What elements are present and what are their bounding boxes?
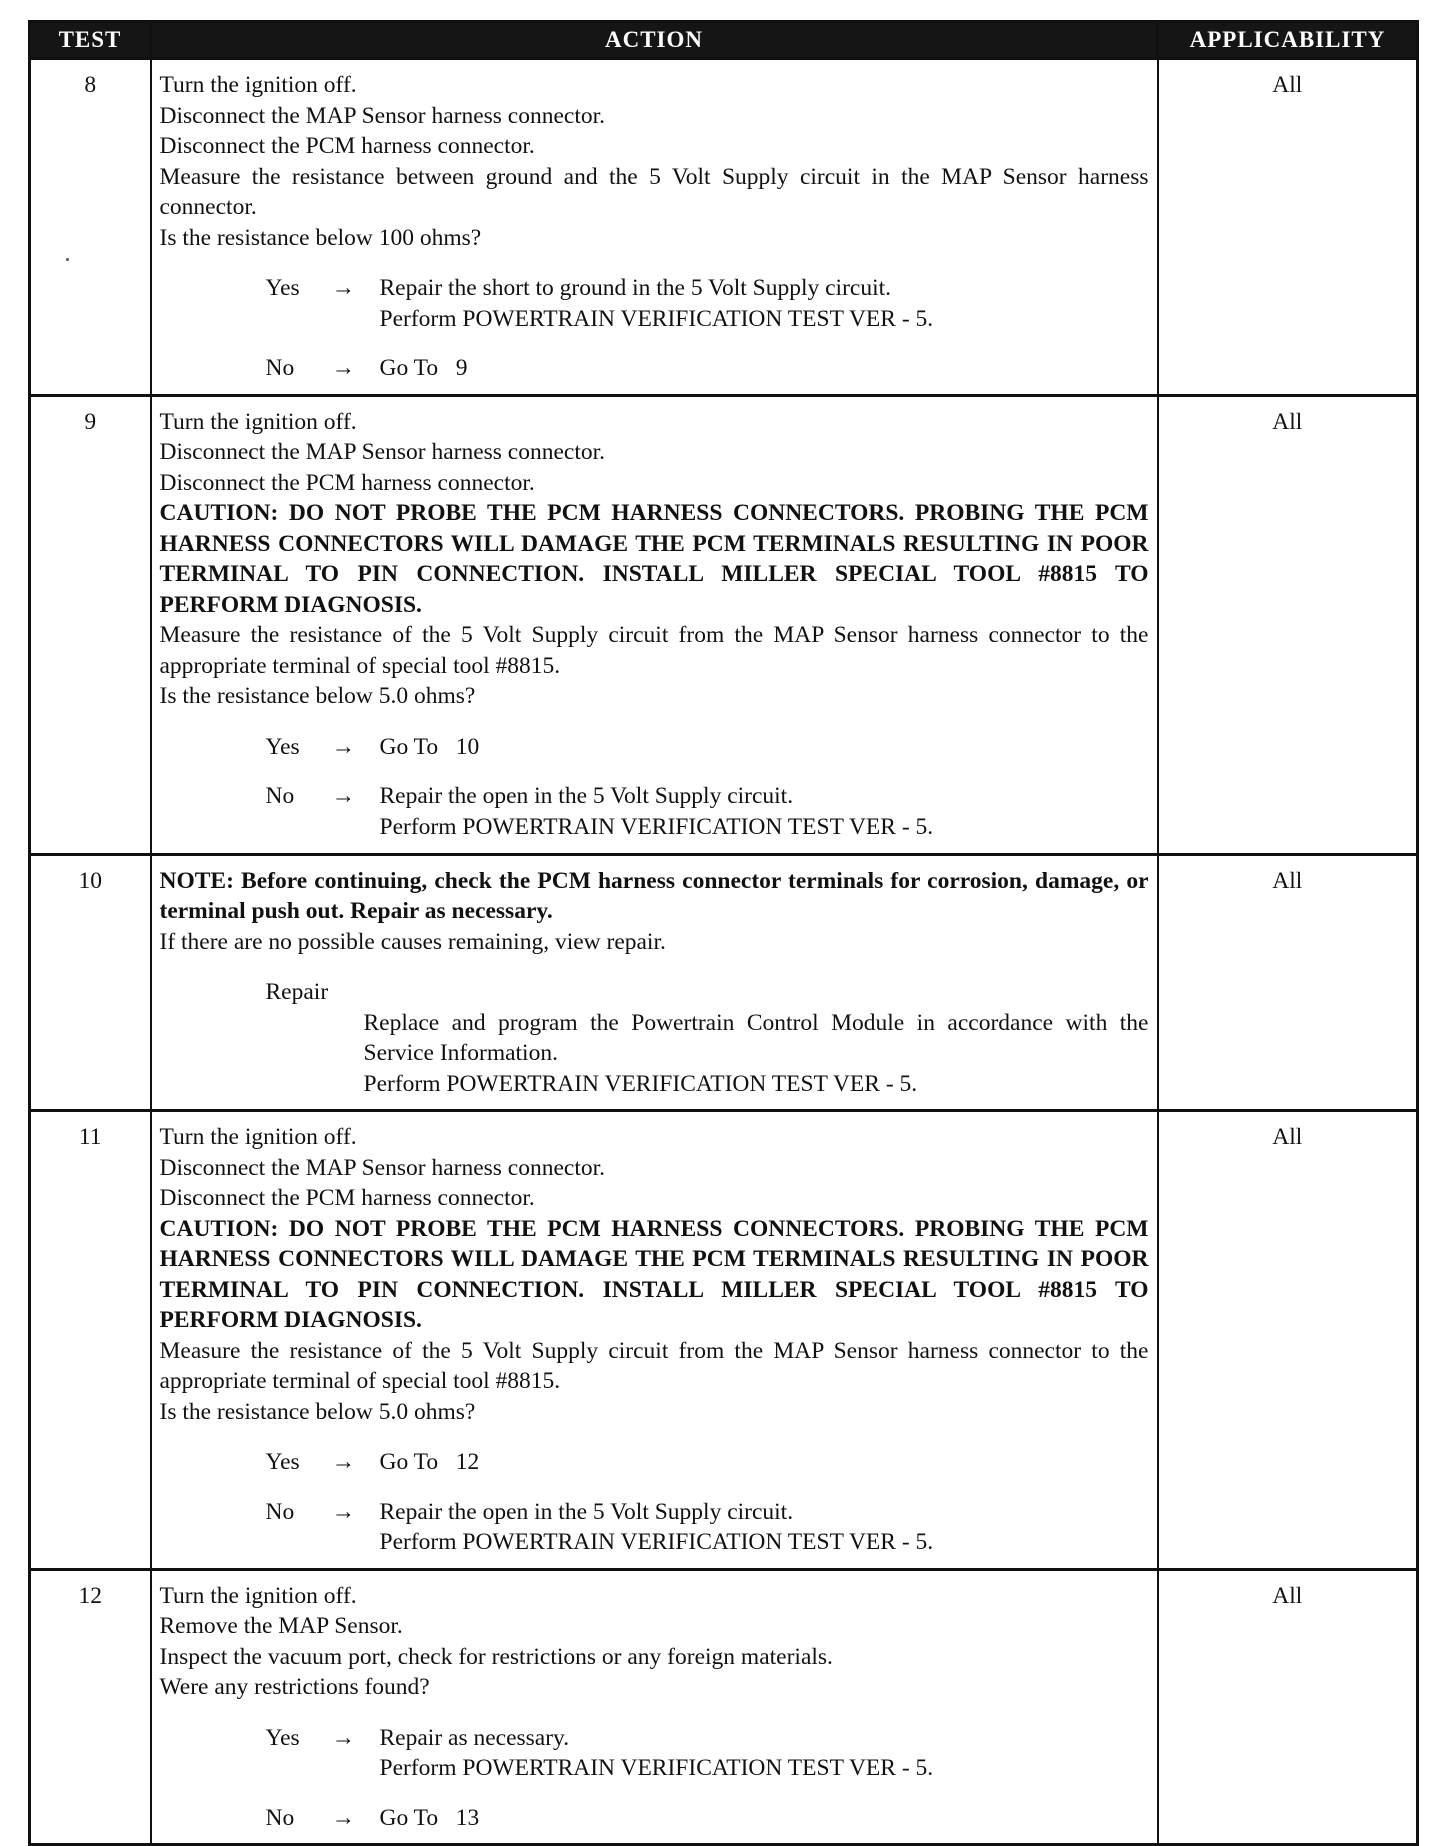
result-text: Go To 13 [379,1804,480,1831]
caution-text: CAUTION: DO NOT PROBE THE PCM HARNESS CONNECTORS. PROBING THE PCM HARNESS CONNECTORS WILL DAMAGE THE PCM TERMINALS RESULTING IN POOR TERMINAL TO PIN CONNECTION. INSTALL MILLER SPECIAL TOOL #8815 TO PERFORM DIAGNOSIS. [159,500,1149,618]
yes-label: Yes [265,1724,300,1751]
scan-speck [66,258,69,261]
yes-result [266,273,1149,334]
question-text: Is the resistance below 5.0 ohms? [159,1398,476,1425]
step-text: Turn the ignition off. [159,72,357,98]
no-label: No [265,1498,295,1525]
repair-text: Replace and program the Powertrain Control Module in accordance with the Service Information. [363,1009,1149,1066]
arrow-right-icon: → [331,1498,355,1525]
table-row [30,1111,1418,1570]
result-text: Go To 12 [379,1449,480,1475]
test-number: 10 [30,854,151,1111]
result-text: Repair the open in the 5 Volt Supply circuit. [379,783,794,809]
table-row [30,1569,1418,1845]
step-text: Measure the resistance between ground and the 5 Volt Supply circuit in the MAP Sensor harness connector. [159,163,1149,220]
result-text: Repair the open in the 5 Volt Supply circuit. [379,1498,794,1525]
applicability-value: All [1158,854,1418,1111]
result-text: Perform POWERTRAIN VERIFICATION TEST VER - 5. [379,813,934,840]
note-text: NOTE: Before continuing, check the PCM harness connector terminals for corrosion, damage, or terminal push out. Repair as necessary. [159,867,1149,924]
result-text: Perform POWERTRAIN VERIFICATION TEST VER - 5. [379,1529,934,1555]
step-text: Disconnect the PCM harness connector. [159,133,535,159]
yes-label: Yes [265,275,300,301]
result-options [160,1723,1149,1834]
repair-section [266,977,1149,1099]
arrow-right-icon: → [331,355,355,381]
result-options [160,273,1149,384]
no-label: No [265,355,295,381]
no-result [266,1497,1149,1558]
result-text: Go To 9 [379,355,468,381]
header-applicability: APPLICABILITY [1158,22,1418,59]
table-row [30,59,1418,396]
step-text: Disconnect the MAP Sensor harness connector. [159,102,606,129]
result-text: Repair the short to ground in the 5 Volt Supply circuit. [379,275,892,301]
arrow-right-icon: → [331,1804,355,1831]
no-label: No [265,1804,295,1831]
arrow-right-icon: → [331,275,355,301]
action-cell [151,854,1158,1111]
no-result [266,1803,1149,1834]
action-cell [151,1111,1158,1570]
step-text: Disconnect the PCM harness connector. [159,1185,535,1211]
step-text: Turn the ignition off. [159,408,357,435]
step-text: Remove the MAP Sensor. [159,1613,403,1639]
arrow-right-icon: → [331,733,355,760]
test-number: 9 [30,395,151,854]
applicability-value: All [1158,395,1418,854]
yes-label: Yes [265,1449,300,1475]
result-text: Go To 10 [379,733,480,760]
step-text: Disconnect the MAP Sensor harness connector. [159,439,606,465]
table-row [30,395,1418,854]
step-text: Turn the ignition off. [159,1582,357,1609]
repair-label: Repair [265,979,329,1005]
question-text: Were any restrictions found? [159,1674,430,1700]
step-text: Turn the ignition off. [159,1124,357,1150]
no-label: No [265,783,295,809]
test-number: 11 [30,1111,151,1570]
no-result [266,353,1149,384]
diagnostic-document [28,20,1416,1846]
applicability-value: All [1158,1569,1418,1845]
step-text: Measure the resistance of the 5 Volt Supply circuit from the MAP Sensor harness connector to the appropriate terminal of special tool #8815. [159,1337,1149,1394]
arrow-right-icon: → [331,1724,355,1751]
applicability-value: All [1158,1111,1418,1570]
test-number: 8 [30,59,151,396]
step-text: Disconnect the MAP Sensor harness connector. [159,1154,606,1181]
repair-perform-text: Perform POWERTRAIN VERIFICATION TEST VER - 5. [363,1070,918,1097]
arrow-right-icon: → [331,783,355,809]
yes-result [266,732,1149,763]
question-text: Is the resistance below 100 ohms? [159,224,482,251]
applicability-value: All [1158,59,1418,396]
step-text: Disconnect the PCM harness connector. [159,469,535,496]
header-action: ACTION [151,22,1158,59]
result-text: Repair as necessary. [379,1724,570,1751]
result-options [160,732,1149,843]
step-text: If there are no possible causes remaining, view repair. [159,928,666,955]
yes-label: Yes [265,733,300,760]
table-header-row [30,22,1418,59]
result-options [160,1447,1149,1558]
question-text: Is the resistance below 5.0 ohms? [159,683,476,709]
table-row [30,854,1418,1111]
header-test: TEST [30,22,151,59]
yes-result [266,1723,1149,1784]
result-text: Perform POWERTRAIN VERIFICATION TEST VER - 5. [379,305,934,332]
yes-result [266,1447,1149,1478]
step-text: Measure the resistance of the 5 Volt Supply circuit from the MAP Sensor harness connector to the appropriate terminal of special tool #8815. [159,622,1149,679]
arrow-right-icon: → [331,1449,355,1475]
step-text: Inspect the vacuum port, check for restrictions or any foreign materials. [159,1643,833,1670]
action-cell [151,395,1158,854]
no-result [266,781,1149,842]
diagnostic-test-table [28,20,1419,1846]
action-cell [151,59,1158,396]
caution-text: CAUTION: DO NOT PROBE THE PCM HARNESS CONNECTORS. PROBING THE PCM HARNESS CONNECTORS WILL DAMAGE THE PCM TERMINALS RESULTING IN POOR TERMINAL TO PIN CONNECTION. INSTALL MILLER SPECIAL TOOL #8815 TO PERFORM DIAGNOSIS. [159,1215,1149,1333]
test-number: 12 [30,1569,151,1845]
action-cell [151,1569,1158,1845]
result-text: Perform POWERTRAIN VERIFICATION TEST VER - 5. [379,1755,934,1781]
